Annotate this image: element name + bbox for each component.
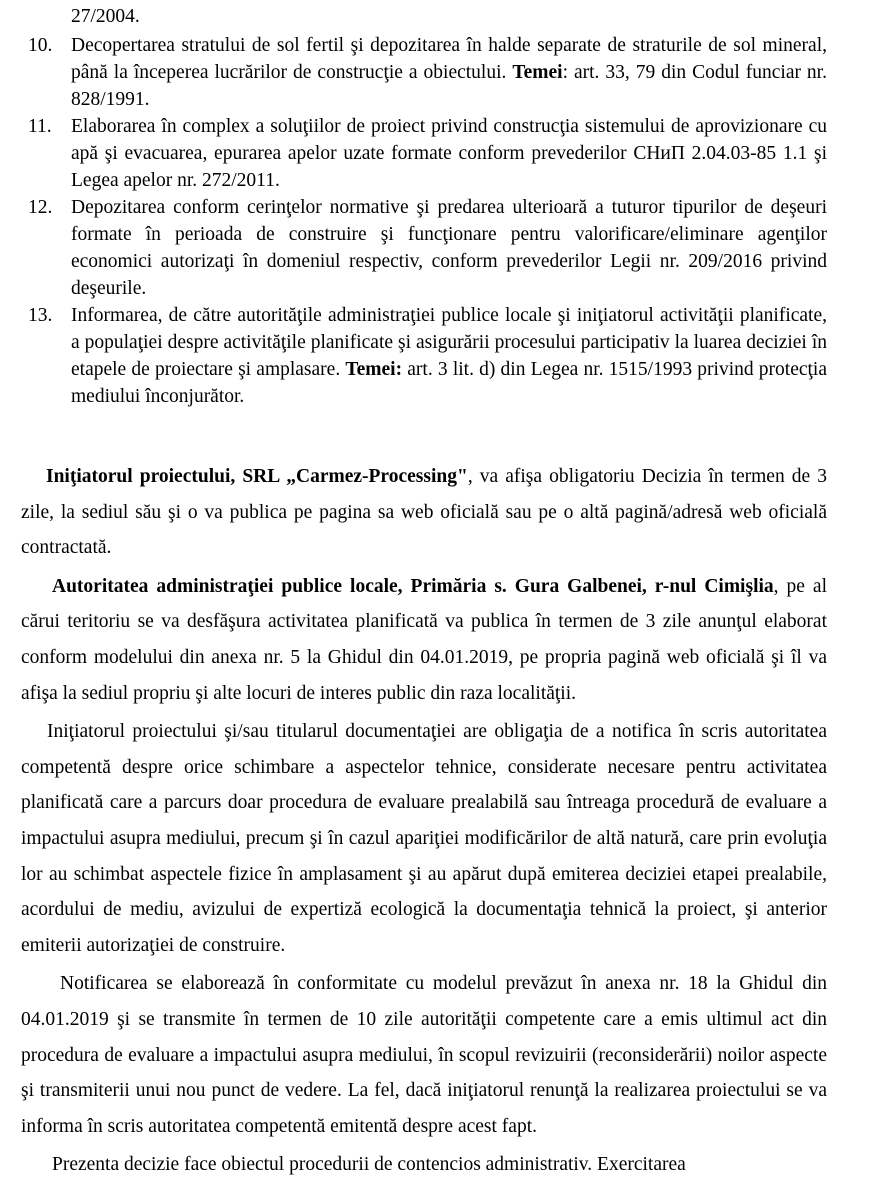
local-authority-name: Autoritatea administraţiei publice locale, Primăria s. Gura Galbenei, r-nul Cimişlia bbox=[52, 575, 774, 597]
list-item-text: Depozitarea conform cerinţelor normative şi predarea ulterioară a tuturor tipurilor de deşeuri formate în perioada de construire şi funcţionare pentru valorificare/eliminare agenţilor economici autorizaţi în domeniul respectiv, conform prevederilor Legii nr. 209/2016 privind deşeurile. bbox=[71, 197, 827, 299]
legal-basis-label: Temei bbox=[512, 62, 563, 83]
body-paragraphs bbox=[21, 459, 827, 1186]
notification-obligation-paragraph: Iniţiatorul proiectului şi/sau titularul documentaţiei are obligaţia de a notifica în scris autoritatea competentă despre orice schimbare a aspectelor tehnice, considerate necesare pentru activitatea planificată care a parcurs doar procedura de evaluare prealabilă sau întreaga procedură de evaluare a impactului asupra mediului, precum şi în cazul apariţiei modificărilor de altă natură, care prin evoluţia lor au schimbat aspectele fizice în amplasament şi au apărut după emiterea deciziei etapei prealabile, acordului de mediu, avizului de expertiză ecologică la documentaţia tehnică la proiect, şi anterior emiterii autorizaţiei de construire. bbox=[21, 721, 827, 956]
list-item bbox=[21, 32, 827, 113]
list-item-number: 12. bbox=[28, 197, 53, 218]
initiator-name: Iniţiatorul proiectului, SRL „Carmez-Processing" bbox=[46, 466, 468, 487]
conditions-list bbox=[21, 32, 827, 410]
local-authority-paragraph bbox=[21, 569, 827, 711]
list-item bbox=[21, 302, 827, 410]
list-item-text: Elaborarea în complex a soluţiilor de proiect privind construcţia sistemului de aprovizionare cu apă şi evacuarea, epurarea apelor uzate formate conform prevederilor СНиП 2.04.03-85 1.1 şi Legea apelor nr. 272/2011. bbox=[71, 116, 827, 191]
initiator-paragraph bbox=[21, 459, 827, 566]
paragraph-text: , va afişa obligatoriu Decizia în termen de 3 zile, la sediul său şi o va publica pe pagina sa web oficială sau pe o altă pagină/adresă web oficială contractată. bbox=[21, 466, 827, 559]
list-item bbox=[21, 194, 827, 302]
list-item-number: 13. bbox=[28, 305, 53, 326]
paragraph-text: , pe al cărui teritoriu se va desfăşura activitatea planificată va publica în termen de 3 zile anunţul elaborat conform modelului din anexa nr. 5 la Ghidul din 04.01.2019, pe propria pagină web oficială şi îl va afişa la sediul propriu şi alte locuri de interes public din raza localităţii. bbox=[21, 575, 827, 704]
list-item-text: Decopertarea stratului de sol fertil şi depozitarea în halde separate de straturile de sol mineral, până la începerea lucrărilor de construcţie a obiectului. bbox=[71, 35, 827, 83]
list-item bbox=[21, 113, 827, 194]
previous-item-tail: 27/2004. bbox=[71, 6, 140, 27]
notification-procedure-paragraph: Notificarea se elaborează în conformitate cu modelul prevăzut în anexa nr. 18 la Ghidul din 04.01.2019 şi se transmite în termen de 10 zile autorităţii competente care a emis ultimul act din procedura de evaluare a impactului asupra mediului, în scopul revizuirii (reconsiderării) noilor aspecte şi transmiterii unui nou punct de vedere. La fel, dacă iniţiatorul renunţă la realizarea proiectului se va informa în scris autoritatea competentă emitentă despre acest fapt. bbox=[21, 973, 827, 1137]
appeal-paragraph: Prezenta decizie face obiectul procedurii de contencios administrativ. Exercitarea bbox=[52, 1154, 686, 1176]
list-item-text: Informarea, de către autorităţile administraţiei publice locale şi iniţiatorul activităţii planificate, a populaţiei despre activităţile planificate şi asigurării procesului participativ la luarea deciziei în etapele de proiectare şi amplasare. bbox=[71, 305, 827, 380]
list-item-number: 10. bbox=[28, 35, 53, 56]
legal-basis-text: : art. 33, 79 din Codul funciar nr. 828/1991. bbox=[71, 62, 827, 110]
list-item-number: 11. bbox=[28, 116, 52, 137]
legal-basis-label: Temei: bbox=[345, 359, 403, 380]
legal-basis-text: art. 3 lit. d) din Legea nr. 1515/1993 privind protecţia mediului înconjurător. bbox=[71, 359, 827, 407]
